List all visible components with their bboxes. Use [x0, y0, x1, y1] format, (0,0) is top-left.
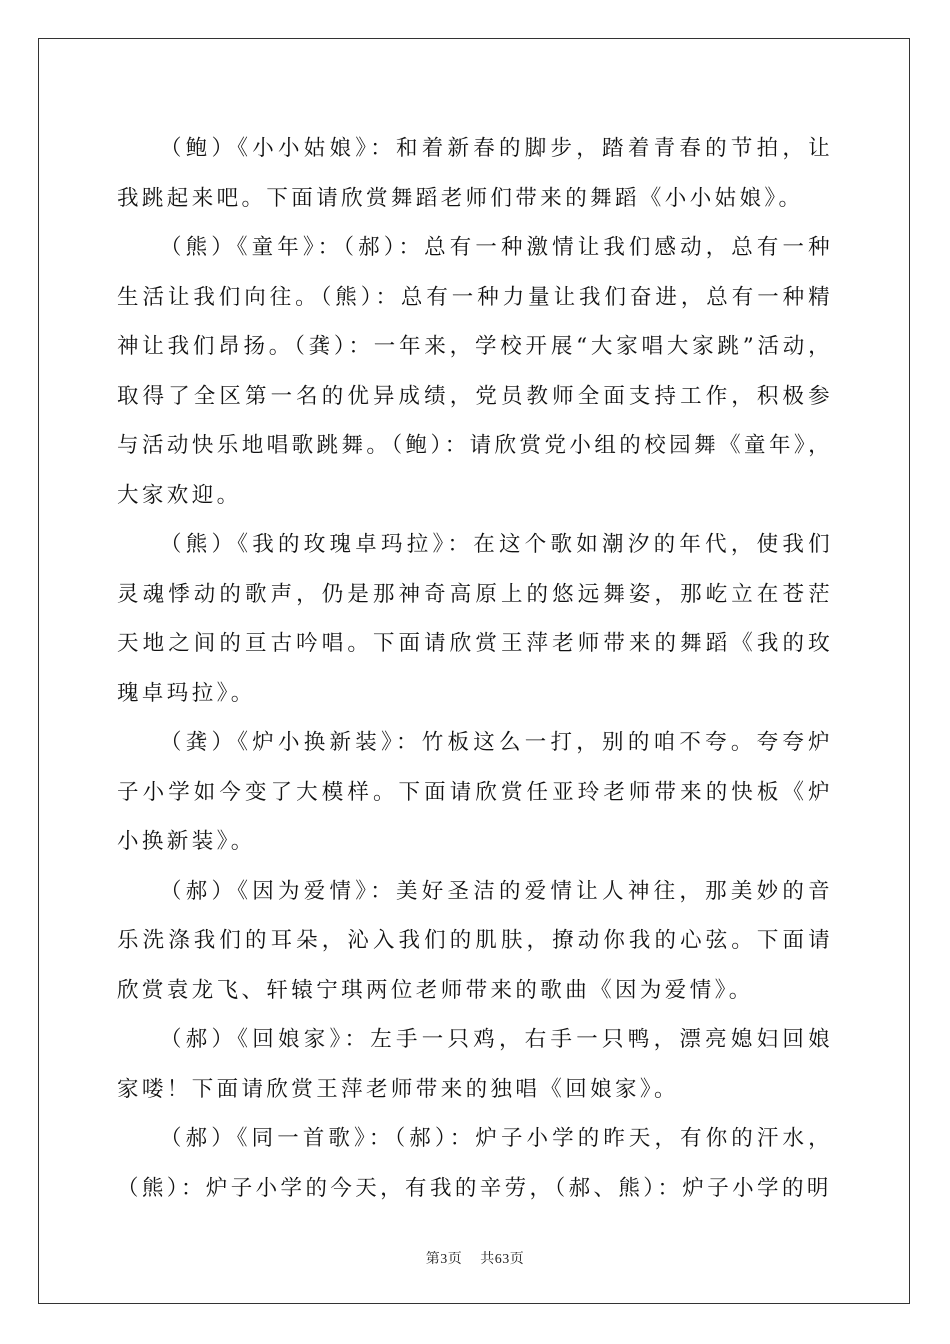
page-footer — [0, 1248, 950, 1268]
paragraph-hui-niangjia: （郝）《回娘家》：左手一只鸡，右手一只鸭，漂亮媳妇回娘家喽！下面请欣赏王萍老师带来的独唱《回娘家》。 — [117, 1027, 833, 1102]
page-number: 第3页 — [425, 1252, 463, 1267]
paragraph-luxiao-huan-xinzhuang: （龚）《炉小换新装》：竹板这么一打，别的咱不夸。夸夸炉子小学如今变了大模样。下面请欣赏任亚玲老师带来的快板《炉小换新装》。 — [117, 730, 833, 854]
document-body — [117, 124, 833, 1213]
paragraph-xiaoxiao-guniang: （鲍）《小小姑娘》：和着新春的脚步，踏着青春的节拍，让我跳起来吧。下面请欣赏舞蹈老师们带来的舞蹈《小小姑娘》。 — [117, 136, 833, 211]
paragraph-tongyi-shouge: （郝）《同一首歌》：（郝）：炉子小学的昨天，有你的汗水，（熊）：炉子小学的今天，有我的辛劳，（郝、熊）：炉子小学的明 — [117, 1126, 833, 1201]
paragraph-yinwei-aiqing: （郝）《因为爱情》：美好圣洁的爱情让人神往，那美妙的音乐洗涤我们的耳朵，沁入我们的肌肤，撩动你我的心弦。下面请欣赏袁龙飞、轩辕宁琪两位老师带来的歌曲《因为爱情》。 — [117, 878, 833, 1003]
paragraph-tongnian: （熊）《童年》：（郝）：总有一种激情让我们感动，总有一种生活让我们向往。（熊）：总有一种力量让我们奋进，总有一种精神让我们昂扬。（龚）：一年来，学校开展“大家唱大家跳”活动，取得了全区第一名的优异成绩，党员教师全面支持工作，积极参与活动快乐地唱歌跳舞。（鲍）：请欣赏党小组的校园舞《童年》，大家欢迎。 — [117, 235, 833, 508]
page-total: 共63页 — [480, 1252, 525, 1267]
paragraph-wode-meigui-zhuomala: （熊）《我的玫瑰卓玛拉》：在这个歌如潮汐的年代，使我们灵魂悸动的歌声，仍是那神奇高原上的悠远舞姿，那屹立在苍茫天地之间的亘古吟唱。下面请欣赏王萍老师带来的舞蹈《我的玫瑰卓玛拉》。 — [117, 532, 833, 706]
